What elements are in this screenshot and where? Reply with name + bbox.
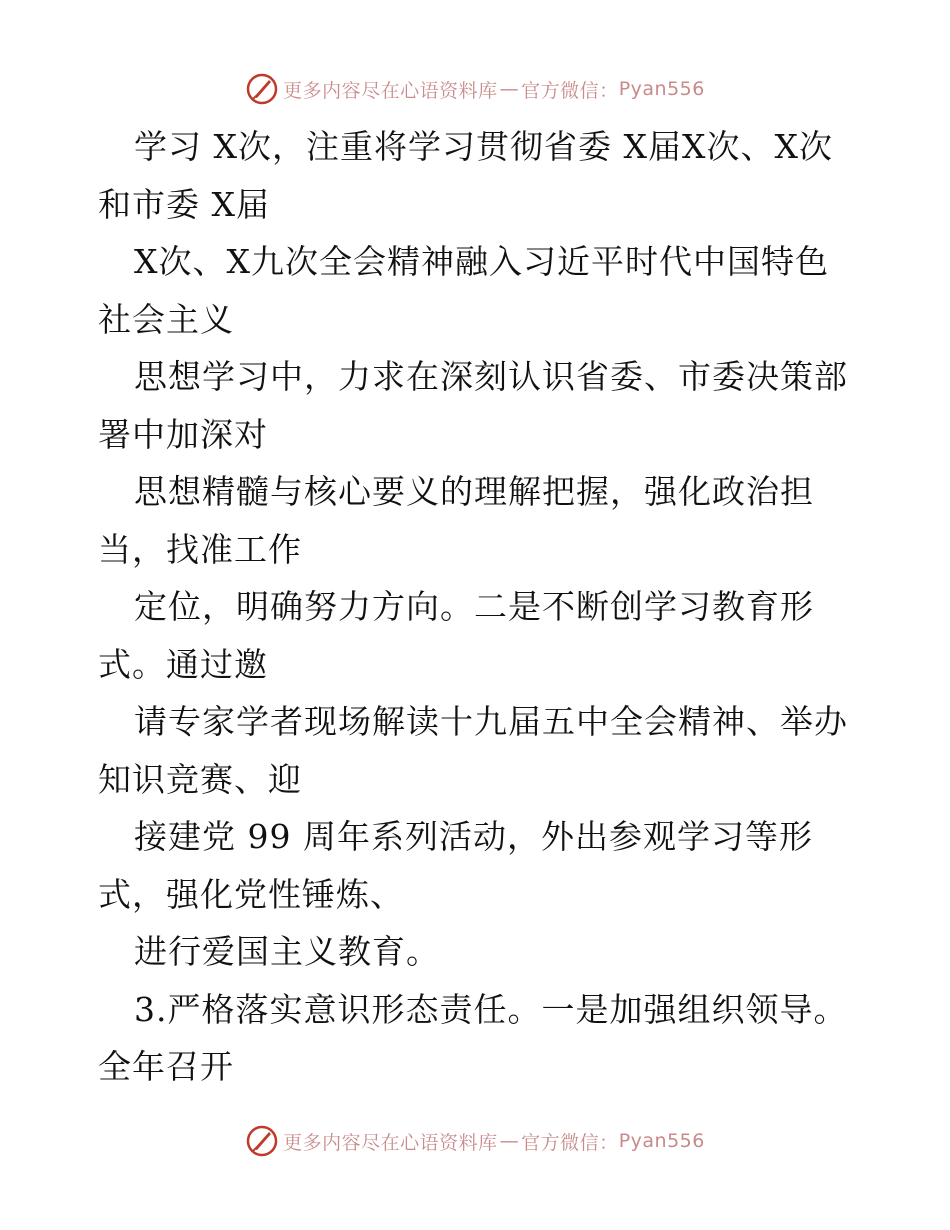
text-line: 社会主义	[98, 299, 234, 339]
text-line: 进行爱国主义教育。	[134, 932, 440, 971]
text-line: 请专家学者现场解读十九届五中全会精神、举办	[134, 702, 848, 741]
text-line: 定位，明确努力方向。二是不断创学习教育形	[134, 587, 814, 626]
watermark-label: 官方微信：	[521, 79, 619, 102]
watermark-label: 官方微信：	[521, 1131, 619, 1154]
footer-watermark	[0, 1124, 950, 1158]
text-line: 当，找准工作	[98, 529, 302, 569]
text-line: 接建党 99 周年系列活动，外出参观学习等形	[134, 817, 813, 856]
text-line: 式，强化党性锤炼、	[98, 874, 404, 914]
quill-logo-icon	[245, 72, 279, 106]
text-line: 式。通过邀	[98, 644, 268, 684]
watermark-text: 更多内容尽在心语资料库	[283, 79, 498, 102]
text-line: 署中加深对	[98, 414, 268, 454]
header-watermark	[0, 72, 950, 106]
text-line: 和市委 X届	[98, 184, 270, 224]
quill-logo-icon	[245, 1124, 279, 1158]
document-body	[98, 118, 868, 1096]
text-line: X次、X九次全会精神融入习近平时代中国特色	[134, 242, 829, 281]
text-line: 全年召开	[98, 1047, 234, 1086]
text-line: 思想学习中，力求在深刻认识省委、市委决策部	[134, 357, 848, 396]
text-line: 知识竞赛、迎	[98, 759, 302, 799]
watermark-separator: —	[499, 1130, 520, 1152]
watermark-wechat-id: Pyan556	[618, 78, 705, 100]
watermark-wechat-id: Pyan556	[618, 1130, 705, 1152]
watermark-separator: —	[499, 78, 520, 100]
text-line: 思想精髓与核心要义的理解把握，强化政治担	[134, 472, 814, 511]
text-line: 学习 X次，注重将学习贯彻省委 X届X次、X次	[134, 127, 833, 166]
text-line: 3.严格落实意识形态责任。一是加强组织领导。	[134, 989, 848, 1029]
watermark-text: 更多内容尽在心语资料库	[283, 1131, 498, 1154]
